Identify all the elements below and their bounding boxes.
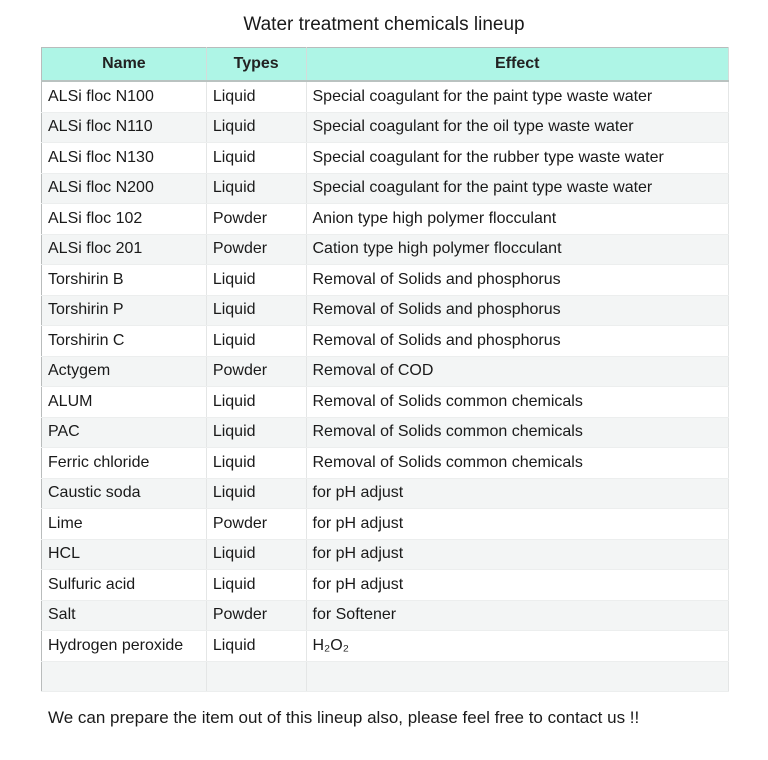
cell-name: PAC: [42, 417, 207, 448]
cell-effect: for pH adjust: [306, 478, 729, 509]
cell-name: Hydrogen peroxide: [42, 631, 207, 662]
cell-type: Liquid: [206, 448, 306, 479]
cell-type: Powder: [206, 509, 306, 540]
cell-type: Powder: [206, 234, 306, 265]
table-row: [42, 417, 729, 448]
cell-type: [206, 661, 306, 692]
cell-effect: for pH adjust: [306, 570, 729, 601]
table-row: [42, 631, 729, 662]
cell-name: ALSi floc N200: [42, 173, 207, 204]
cell-type: Powder: [206, 356, 306, 387]
cell-type: Liquid: [206, 478, 306, 509]
chemicals-table: [41, 47, 729, 692]
page-title: Water treatment chemicals lineup: [243, 14, 525, 35]
table-row: [42, 356, 729, 387]
cell-effect: for Softener: [306, 600, 729, 631]
cell-name: Torshirin P: [42, 295, 207, 326]
cell-type: Liquid: [206, 387, 306, 418]
table-row: [42, 204, 729, 235]
table-row: [42, 478, 729, 509]
cell-name: ALSi floc N130: [42, 143, 207, 174]
cell-effect: Removal of Solids and phosphorus: [306, 265, 729, 296]
table-row: [42, 143, 729, 174]
table-row: [42, 387, 729, 418]
cell-effect: Special coagulant for the oil type waste water: [306, 112, 729, 143]
table-row: [42, 295, 729, 326]
cell-effect: Removal of Solids common chemicals: [306, 417, 729, 448]
column-header-types: Types: [206, 48, 306, 82]
cell-name: [42, 661, 207, 692]
table-row: [42, 326, 729, 357]
table-row: [42, 661, 729, 692]
cell-effect: Removal of Solids common chemicals: [306, 387, 729, 418]
table-row: [42, 112, 729, 143]
cell-name: ALSi floc N110: [42, 112, 207, 143]
cell-name: ALSi floc N100: [42, 81, 207, 112]
cell-name: Torshirin C: [42, 326, 207, 357]
cell-name: ALUM: [42, 387, 207, 418]
cell-effect: Removal of Solids and phosphorus: [306, 326, 729, 357]
cell-effect: Anion type high polymer flocculant: [306, 204, 729, 235]
cell-effect: Removal of Solids and phosphorus: [306, 295, 729, 326]
column-header-name: Name: [42, 48, 207, 82]
cell-name: ALSi floc 201: [42, 234, 207, 265]
cell-effect: Special coagulant for the rubber type waste water: [306, 143, 729, 174]
cell-type: Liquid: [206, 326, 306, 357]
table-row: [42, 509, 729, 540]
table-row: [42, 570, 729, 601]
table-row: [42, 539, 729, 570]
cell-type: Liquid: [206, 143, 306, 174]
cell-name: HCL: [42, 539, 207, 570]
table-row: [42, 173, 729, 204]
cell-effect: Removal of COD: [306, 356, 729, 387]
cell-type: Powder: [206, 600, 306, 631]
cell-effect: H₂O₂: [306, 631, 729, 662]
cell-name: Torshirin B: [42, 265, 207, 296]
cell-type: Liquid: [206, 295, 306, 326]
cell-type: Liquid: [206, 570, 306, 601]
cell-type: Liquid: [206, 112, 306, 143]
cell-effect: Special coagulant for the paint type waste water: [306, 173, 729, 204]
column-header-effect: Effect: [306, 48, 729, 82]
cell-effect: Cation type high polymer flocculant: [306, 234, 729, 265]
cell-type: Liquid: [206, 81, 306, 112]
cell-type: Liquid: [206, 631, 306, 662]
table-row: [42, 448, 729, 479]
cell-effect: [306, 661, 729, 692]
cell-effect: for pH adjust: [306, 539, 729, 570]
cell-type: Liquid: [206, 417, 306, 448]
cell-effect: Removal of Solids common chemicals: [306, 448, 729, 479]
cell-type: Liquid: [206, 265, 306, 296]
table-row: [42, 234, 729, 265]
cell-name: Lime: [42, 509, 207, 540]
cell-name: Ferric chloride: [42, 448, 207, 479]
cell-type: Liquid: [206, 173, 306, 204]
table-row: [42, 81, 729, 112]
cell-name: Actygem: [42, 356, 207, 387]
table-row: [42, 600, 729, 631]
cell-name: Salt: [42, 600, 207, 631]
cell-effect: for pH adjust: [306, 509, 729, 540]
table-header-row: [42, 48, 729, 82]
cell-name: Caustic soda: [42, 478, 207, 509]
contact-note: We can prepare the item out of this lineup also, please feel free to contact us !!: [48, 708, 640, 727]
cell-effect: Special coagulant for the paint type waste water: [306, 81, 729, 112]
cell-type: Liquid: [206, 539, 306, 570]
cell-name: Sulfuric acid: [42, 570, 207, 601]
table-row: [42, 265, 729, 296]
cell-name: ALSi floc 102: [42, 204, 207, 235]
cell-type: Powder: [206, 204, 306, 235]
